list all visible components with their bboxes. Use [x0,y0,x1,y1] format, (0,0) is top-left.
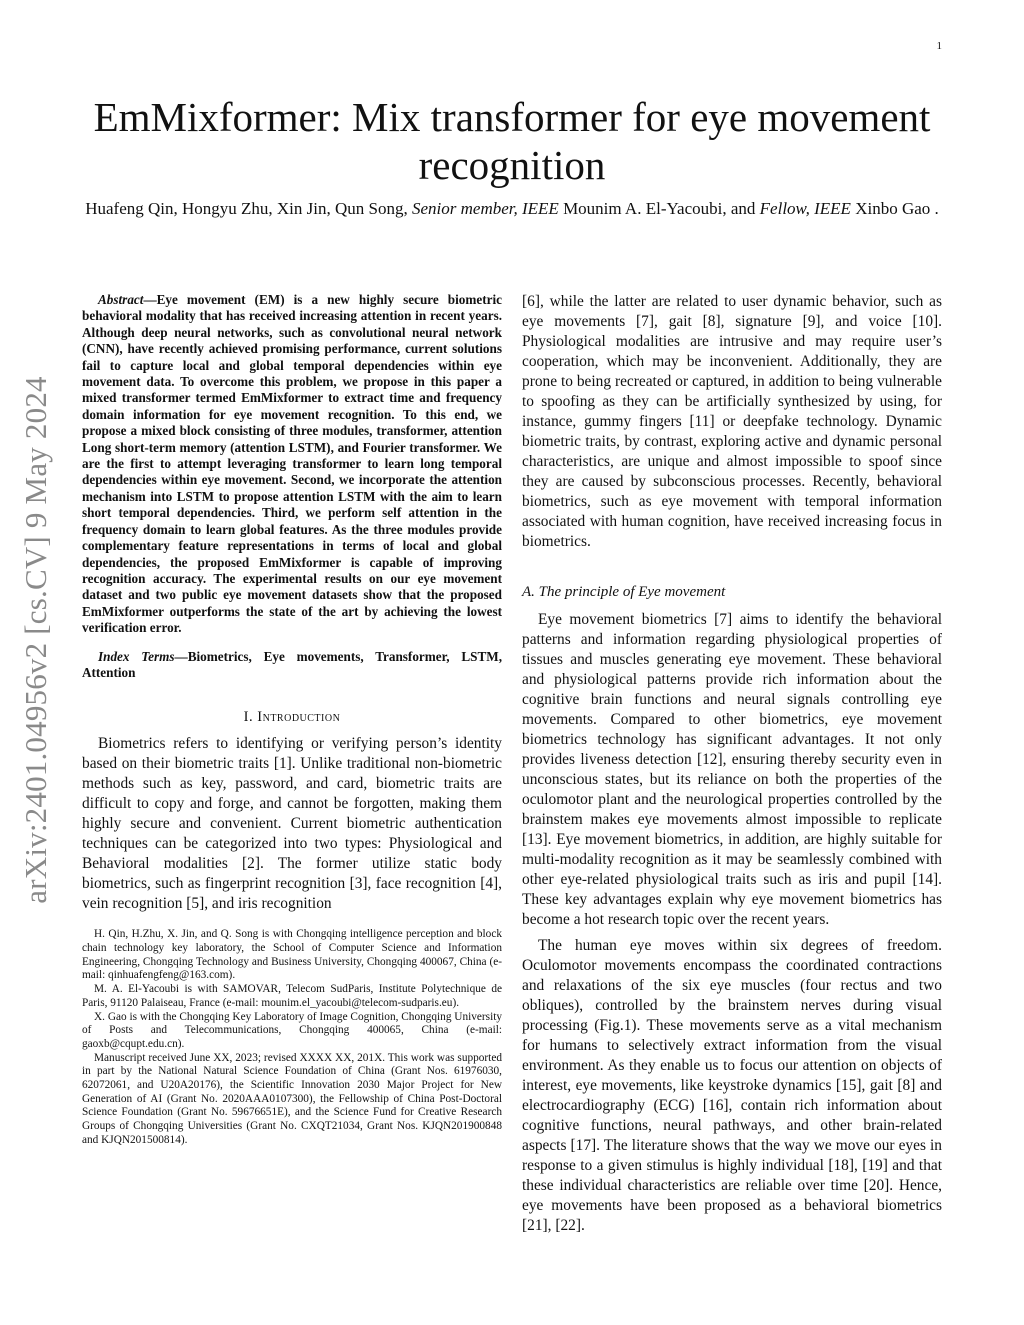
index-terms-label: Index Terms [98,648,175,664]
author-role-1: Senior member, IEEE [411,199,559,218]
section-heading-introduction [82,709,502,726]
principle-paragraph-1: Eye movement biometrics [7] aims to identify the behavioral patterns and information regarding physiological properties of tissues and muscles generating eye movement. These behavioral and physiological patterns provide rich information about the cognitive brain functions and neural signals controlling eye movements. Compared to other biometrics, eye movement biometrics technology has significant advantages. It not only provides liveness detection [12], ensuring thereby security even in unconscious states, but its reliance on both the properties of the oculomotor plant and the neurological properties controlled by the brainstem makes eye movements almost impossible to replicate [13]. Eye movement biometrics, in addition, are highly suitable for multi-modality recognition as it may be seamlessly combined with other eye-related physiological traits such as iris and pupil [14]. These key advantages explain why eye movement biometrics has become a hot research topic over the recent years. [522,611,942,928]
authors-part-1: Huafeng Qin, Hongyu Zhu, Xin Jin, Qun Song, [85,199,412,218]
right-column [522,292,942,1236]
introduction-continuation: [6], while the latter are related to user dynamic behavior, such as eye movements [7], gait [8], signature [9], and voice [10]. Physiological modalities are intrusive and may require user’s cooperation, which may be inconvenient. Additionally, they are prone to being recreated or captured, in addition to being vulnerable to spoofing as they can be artificially synthesized by using, for instance, gummy fingers [11] or deepfake technology. Dynamic biometric traits, by contrast, exploring active and dynamic personal characteristics, are unique and almost impossible to spoof since they are caused by subconscious processes. Recently, behavioral biometrics, such as eye movement with temporal information associated with human cognition, have received increasing focus in biometrics. [522,293,942,550]
arxiv-stamp [6,350,66,930]
index-terms [82,649,502,682]
subsection-heading: A. The principle of Eye movement [522,584,726,600]
author-list [82,198,942,219]
footnote-funding: Manuscript received June XX, 2023; revised XXXX XX, 201X. This work was supported in part by the National Natural Science Foundation of China (Grant Nos. 61976030, 62072061, and U20A20176), the Scientific Innovation 2030 Major Project for New Generation of AI (Grant No. 2020AAA0107300), the Fellowship of China Post-Doctoral Science Foundation (Grant No. 59676651E), and the Science Fund for Creative Research Groups of Chongqing Universities (Grant No. CXQT21034, Grant Nos. KJQN201900848 and KJQN201500814). [82,1051,502,1146]
footnote-affiliation-3: X. Gao is with the Chongqing Key Laboratory of Image Cognition, Chongqing University of Posts and Telecommunications, Chongqing 400065, China (e-mail: gaoxb@cqupt.edu.cn). [82,1010,502,1050]
abstract-text: —Eye movement (EM) is a new highly secure biometric behavioral modality that has received increasing attention in recent years. Although deep neural networks, such as convolutional neural network (CNN), have recently achieved promising performance, current solutions fail to capture local and global temporal dependencies within eye movement data. To overcome this problem, we propose in this paper a mixed transformer termed EmMixformer to extract time and frequency domain information for eye movement recognition. To this end, we propose a mixed block consisting of three modules, transformer, attention Long short-term memory (attention LSTM), and Fourier transformer. We are the first to attempt leveraging transformer to learn long temporal dependencies within eye movement. Second, we incorporate the attention mechanism into LSTM to propose attention LSTM with the aim to learn short temporal dependencies. Third, we perform self attention in the frequency domain to learn global features. As the three modules provide complementary feature representations in terms of local and global dependencies, the proposed EmMixformer is capable of improving recognition accuracy. The experimental results on our eye movement dataset and two public eye movement datasets show that the proposed EmMixformer outperforms the state of the art by achieving the lowest verification error. [82,292,502,636]
page-number: 1 [936,40,942,52]
introduction-paragraph: Biometrics refers to identifying or verifying person’s identity based on their biometric traits [1]. Unlike traditional non-biometric methods such as key, password, and card, biometric traits are difficult to copy and forge, and cannot be forgotten, making them highly secure and convenient. Current biometric authentication techniques can be categorized into two types: Physiological and Behavioral modalities [2]. The former utilize static body biometrics, such as fingerprint recognition [3], face recognition [4], vein recognition [5], and iris recognition [82,735,502,913]
paper-title: EmMixformer: Mix transformer for eye movement recognition [93,94,931,188]
authors-part-2: Mounim A. El-Yacoubi, and [558,199,760,218]
abstract-label: Abstract [98,292,144,307]
arxiv-stamp-text: arXiv:2401.04956v2 [cs.CV] 9 May 2024 [18,376,53,904]
footnotes [82,928,502,1147]
index-terms-text: —Biometrics, Eye movements, Transformer, LSTM, Attention [82,648,503,680]
section-title: Introduction [257,709,341,726]
abstract [82,292,502,637]
footnote-affiliation-2: M. A. El-Yacoubi is with SAMOVAR, Telecom SudParis, Institute Polytechnique de Paris, 91120 Palaiseau, France (e-mail: mounim.el_yacoubi@telecom-sudparis.eu). [82,983,502,1009]
principle-paragraph-2: The human eye moves within six degrees of freedom. Oculomotor movements encompass the coordinated contractions and relaxations of the six eye muscles (four rectus and two obliques), controlled by the brainstem nerves during visual processing (Fig.1). These movements serve as a vital mechanism for humans to selectively extract information from the visual environment. As they enable us to focus our attention on objects of interest, eye movements, like keystroke dynamics [15], gait [8] and electrocardiography (ECG) [16], contain rich information about cognitive functions, neural pathways, and other brain-related aspects [17]. The literature shows that the way we move our eyes in response to a given stimulus is highly individual [18], [19] and that these individual characteristics are reliable over time [20]. Hence, eye movements have been proposed as a behavioral biometrics [21], [22]. [522,937,942,1234]
authors-part-3: Xinbo Gao . [850,199,939,218]
left-column [82,292,502,1148]
author-role-2: Fellow, IEEE [759,199,851,218]
footnote-affiliation-1: H. Qin, H.Zhu, X. Jin, and Q. Song is with Chongqing intelligence perception and block chain technology key laboratory, the School of Computer Science and Information Engineering, Chongqing Technology and Business University, Chongqing 400067, China (e-mail: qinhuafengfeng@163.com). [82,928,502,982]
section-number: I. [243,709,254,726]
